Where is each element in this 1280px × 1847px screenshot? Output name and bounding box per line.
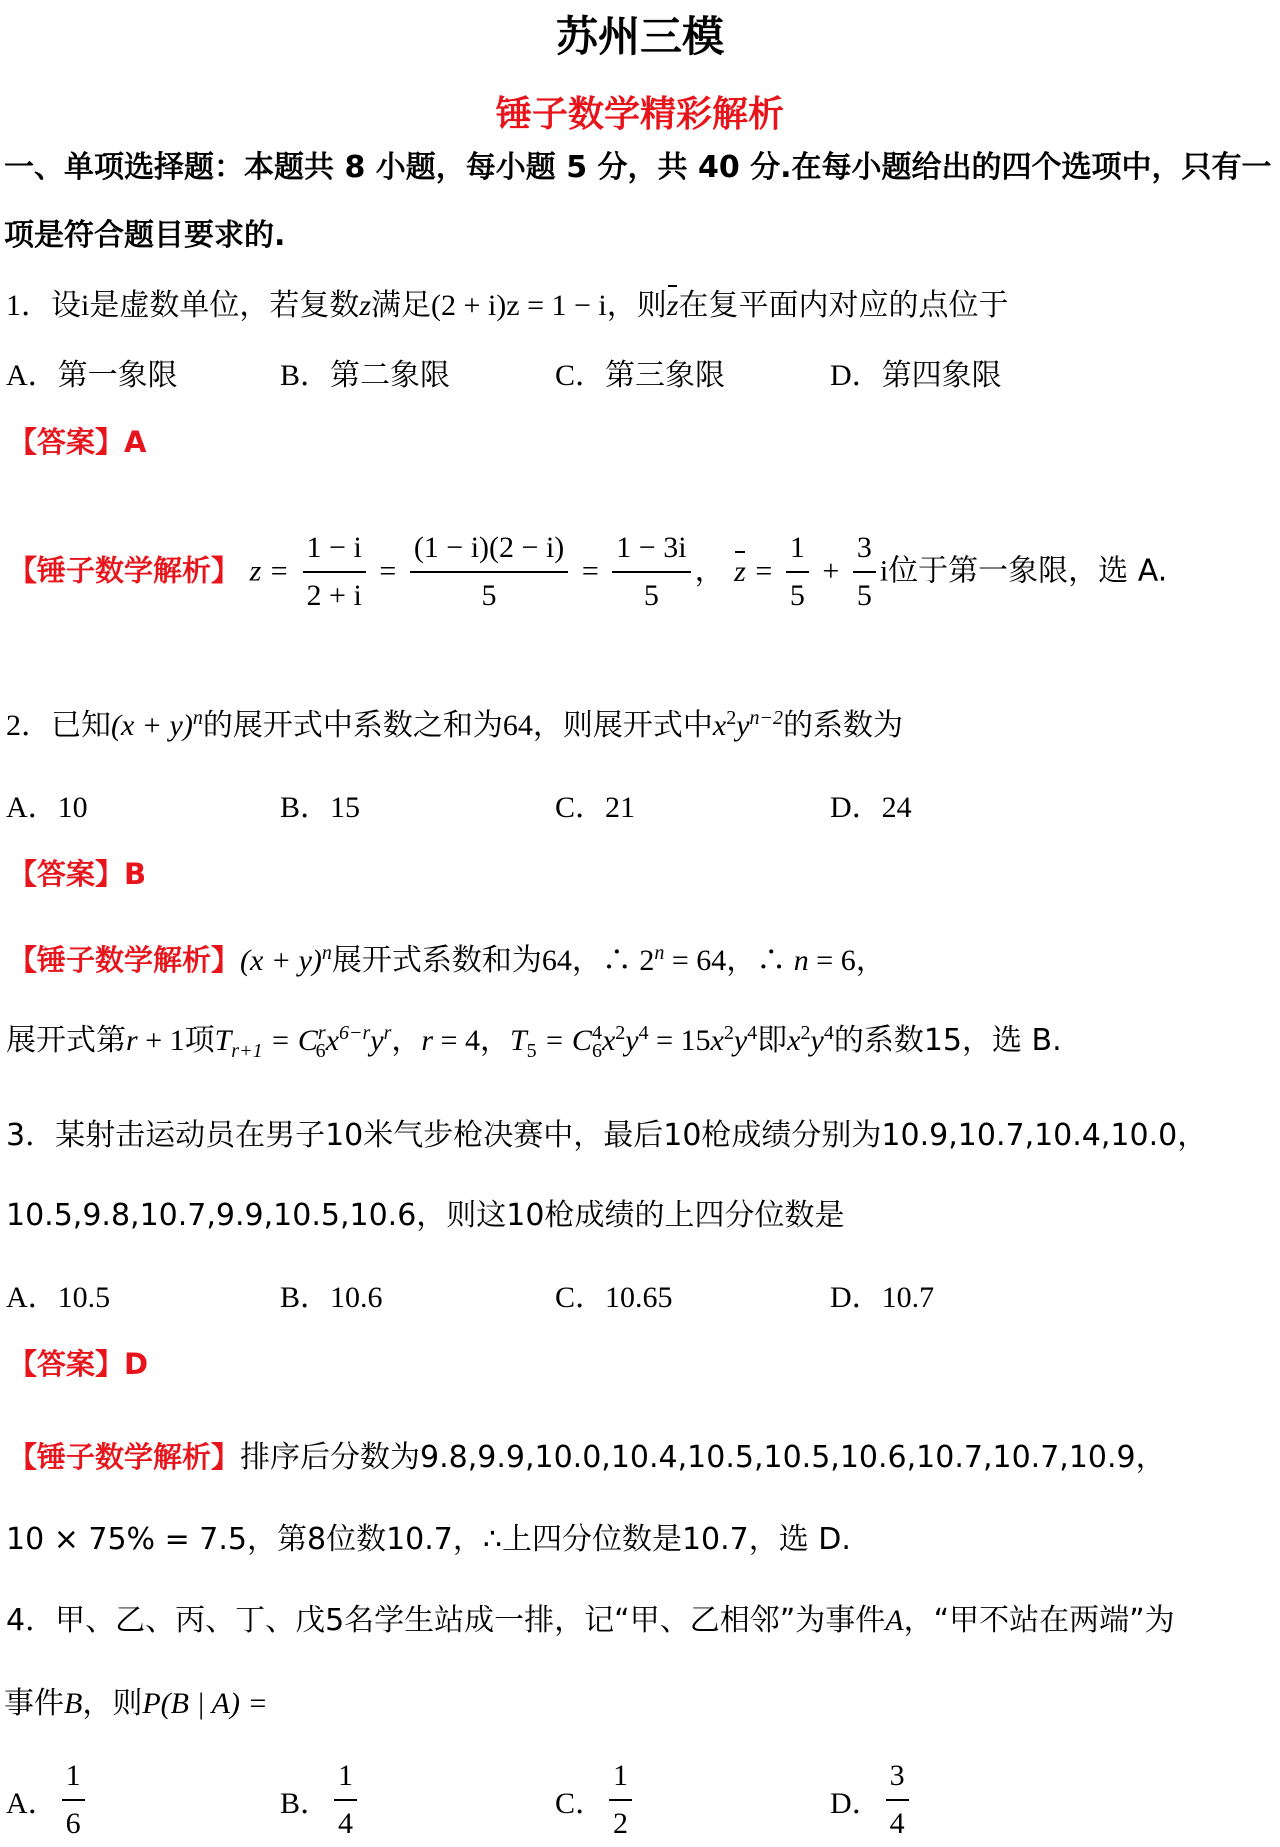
fraction: $\frac{1 - 3i}{5}$ [612, 525, 690, 619]
equation: (2 + i)z = 1 − i [431, 289, 607, 322]
q2-option-c[interactable]: C．21 [555, 791, 636, 824]
page-title: 苏州三模 [555, 12, 724, 61]
q3-analysis-line1: 【锤子数学解析】排序后分数为9.8,9.9,10.0,10.4,10.5,10.5,10.6,10.7,10.7,10.9， [8, 1440, 1166, 1475]
analysis-label: 【锤子数学解析】 [8, 553, 241, 588]
analysis-label: 【锤子数学解析】 [8, 1440, 241, 1474]
q1-option-b[interactable]: B．第二象限 [280, 358, 451, 393]
q4-option-d[interactable]: D． $\frac{3}{4}$ [830, 1753, 913, 1847]
q4-option-b[interactable]: B． $\frac{1}{4}$ [280, 1753, 361, 1847]
question-4-stem-line1: 4．甲、乙、丙、丁、戊5名学生站成一排，记“甲、乙相邻”为事件A，“甲不站在两端”为 [6, 1603, 1175, 1638]
q2-option-d[interactable]: D．24 [830, 791, 912, 824]
question-1-stem: 1．设i是虚数单位，若复数z满足(2 + i)z = 1 − i，则z在复平面内对应的点位于 [6, 288, 1009, 323]
fraction: $\frac{1}{5}$ [786, 525, 809, 619]
q3-answer: 【答案】D [8, 1347, 149, 1381]
question-number: 1． [6, 289, 51, 322]
q1-answer: 【答案】A [8, 425, 147, 459]
q2-answer: 【答案】B [8, 857, 147, 891]
q3-option-a[interactable]: A．10.5 [6, 1281, 111, 1314]
q1-analysis: 【锤子数学解析】 z = $\frac{1 - i}{2 + i}$ = $\frac{(1 - i)(2 - i)}{5}$ = $\frac{1 - 3i}{5}$ ， z = $\frac{1}{5}$ + $\frac{3}{5}$ i位于第一象限，选 A. [8, 525, 1167, 619]
page-subtitle: 锤子数学精彩解析 [495, 94, 784, 135]
question-4-stem-line2: 事件B，则P(B | A) = [4, 1686, 268, 1721]
q2-analysis-line1: 【锤子数学解析】$(x + y)^n$展开式系数和为64，∴ $2^n = 64$，∴ n = 6， [8, 942, 886, 978]
q3-option-b[interactable]: B．10.6 [280, 1281, 383, 1314]
section-heading-line1: 一、单项选择题：本题共 8 小题，每小题 5 分，共 40 分.在每小题给出的四个选项中，只有一 [4, 150, 1272, 185]
q4-option-c[interactable]: C． $\frac{1}{2}$ [555, 1753, 636, 1847]
q3-analysis-line2: 10 × 75% = 7.5，第8位数10.7，∴上四分位数是10.7，选 D. [6, 1522, 851, 1557]
fraction: $\frac{1}{6}$ [62, 1753, 85, 1847]
fraction: $\frac{3}{4}$ [886, 1753, 909, 1847]
fraction: $\frac{3}{5}$ [853, 525, 876, 619]
fraction: $\frac{1}{4}$ [334, 1753, 357, 1847]
q3-option-d[interactable]: D．10.7 [830, 1281, 935, 1314]
analysis-label: 【锤子数学解析】 [8, 943, 241, 977]
q1-option-c[interactable]: C．第三象限 [555, 358, 726, 393]
question-3-stem-line2: 10.5,9.8,10.7,9.9,10.5,10.6，则这10枪成绩的上四分位数是 [6, 1198, 845, 1233]
q2-option-a[interactable]: A．10 [6, 791, 88, 824]
question-3-stem-line1: 3．某射击运动员在男子10米气步枪决赛中，最后10枪成绩分别为10.9,10.7,10.4,10.0， [6, 1118, 1208, 1153]
q4-option-a[interactable]: A． $\frac{1}{6}$ [6, 1753, 89, 1847]
fraction: $\frac{(1 - i)(2 - i)}{5}$ [410, 525, 568, 619]
conjugate-z: z [666, 289, 679, 322]
q2-analysis-line2: 展开式第r + 1项$T_{r+1} = C^r_6x^{6-r}y^r$，r = 4，$T_5 = C^4_6x^2y^4 = 15x^2y^4$即$x^2y^4$的系数15，选 B. [6, 1022, 1062, 1062]
q1-option-a[interactable]: A．第一象限 [6, 358, 178, 393]
fraction: $\frac{1}{2}$ [609, 1753, 632, 1847]
q1-option-d[interactable]: D．第四象限 [830, 358, 1002, 393]
q3-option-c[interactable]: C．10.65 [555, 1281, 673, 1314]
section-heading-line2: 项是符合题目要求的. [4, 218, 286, 253]
q2-option-b[interactable]: B．15 [280, 791, 361, 824]
question-2-stem: 2．已知$(x + y)^n$的展开式中系数之和为64，则展开式中$x^2y^{n-2}$的系数为 [6, 707, 904, 743]
fraction: $\frac{1 - i}{2 + i}$ [303, 525, 366, 619]
